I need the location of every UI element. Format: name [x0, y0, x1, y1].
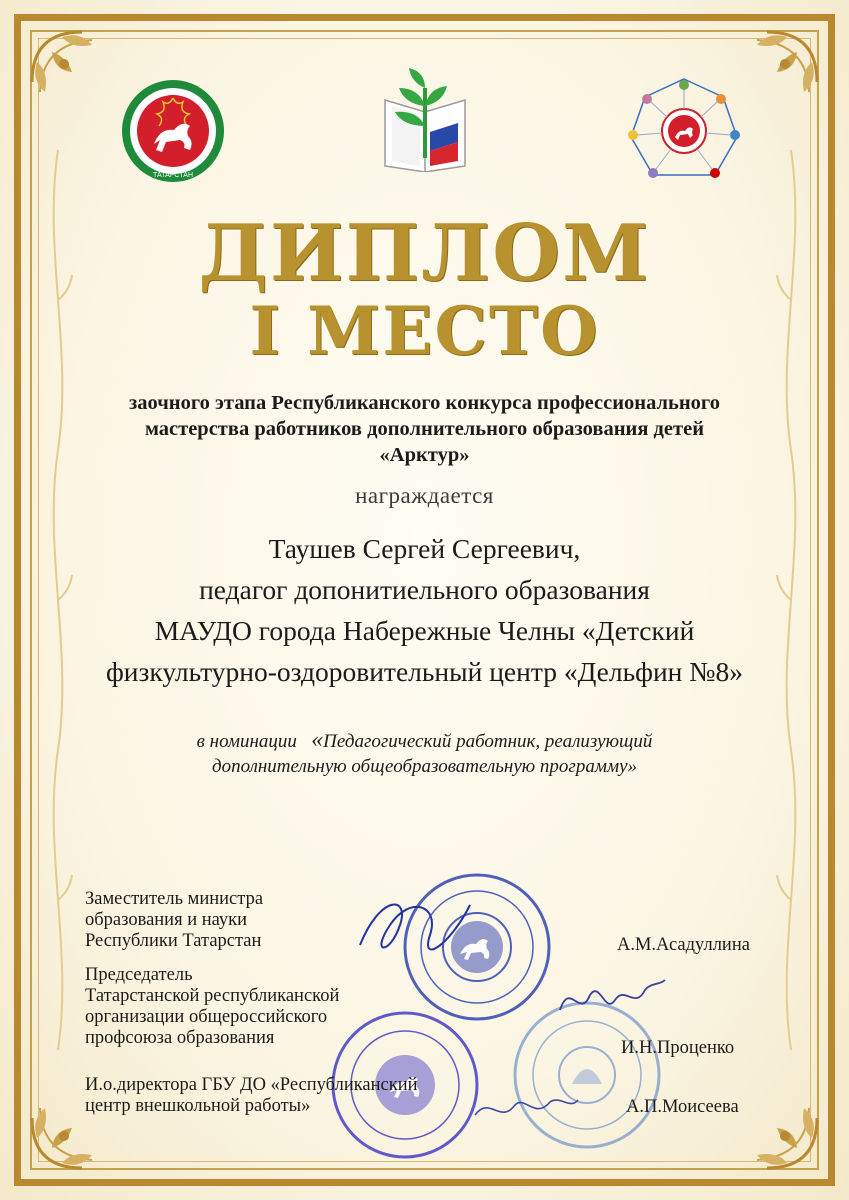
signatory-3-title	[85, 1075, 418, 1117]
contest-line: мастерства работников дополнительного образования детей	[144, 418, 705, 440]
tatarstan-coat-of-arms-icon	[120, 78, 226, 184]
svg-text:ТАТАРСТАН: ТАТАРСТАН	[152, 172, 194, 179]
signatory-1-name: А.М.Асадуллина	[617, 935, 750, 955]
nomination-open-quote: «	[311, 727, 324, 753]
signatory-title-line: Заместитель министра	[85, 889, 264, 909]
signatory-title-line: Татарстанской республиканской	[85, 986, 340, 1006]
signature-3-icon	[470, 1090, 580, 1130]
signature-2-icon	[555, 975, 670, 1025]
corner-ornament-icon	[707, 1058, 827, 1178]
nomination-line: Педагогический работник, реализующий	[323, 731, 653, 752]
signatory-3-name: А.П.Моисеева	[626, 1097, 739, 1117]
recipient-block	[40, 528, 809, 692]
signatory-2-name: И.Н.Проценко	[621, 1038, 735, 1058]
recipient-name: Таушев Сергей Сергеевич,	[268, 533, 581, 564]
signatory-title-line: И.о.директора ГБУ ДО «Республиканский	[85, 1075, 418, 1095]
signature-1-icon	[350, 885, 480, 975]
signatory-title-line: профсоюза образования	[85, 1028, 275, 1048]
recipient-position: педагог допонитиельного образования	[199, 574, 650, 605]
union-book-sprout-logo-icon	[380, 68, 470, 172]
place-title: I МЕСТО	[249, 292, 600, 370]
signatory-1-title	[85, 889, 263, 952]
signatory-title-line: Республики Татарстан	[85, 931, 262, 951]
nomination-prefix: в номинации	[196, 731, 297, 752]
nomination-block	[100, 728, 749, 779]
signatory-title-line: образования и науки	[85, 910, 248, 930]
recipient-organization: МАУДО города Набережные Челны «Детский	[154, 615, 695, 646]
contest-line: заочного этапа Республиканского конкурса профессионального	[129, 392, 720, 414]
nomination-line: дополнительную общеобразовательную программу»	[211, 756, 638, 777]
signatory-title-line: центр внешкольной работы»	[85, 1096, 311, 1116]
signatory-title-line: организации общероссийского	[85, 1007, 328, 1027]
signatory-2-title	[85, 965, 339, 1049]
recipient-organization: физкультурно-оздоровительный центр «Дельфин №8»	[105, 656, 744, 687]
education-network-logo-icon	[625, 75, 743, 187]
signatory-title-line: Председатель	[85, 965, 193, 985]
awarded-label: награждается	[355, 483, 494, 508]
contest-name: «Арктур»	[379, 444, 470, 466]
diploma-title: ДИПЛОМ	[198, 208, 651, 299]
contest-description	[60, 390, 789, 468]
